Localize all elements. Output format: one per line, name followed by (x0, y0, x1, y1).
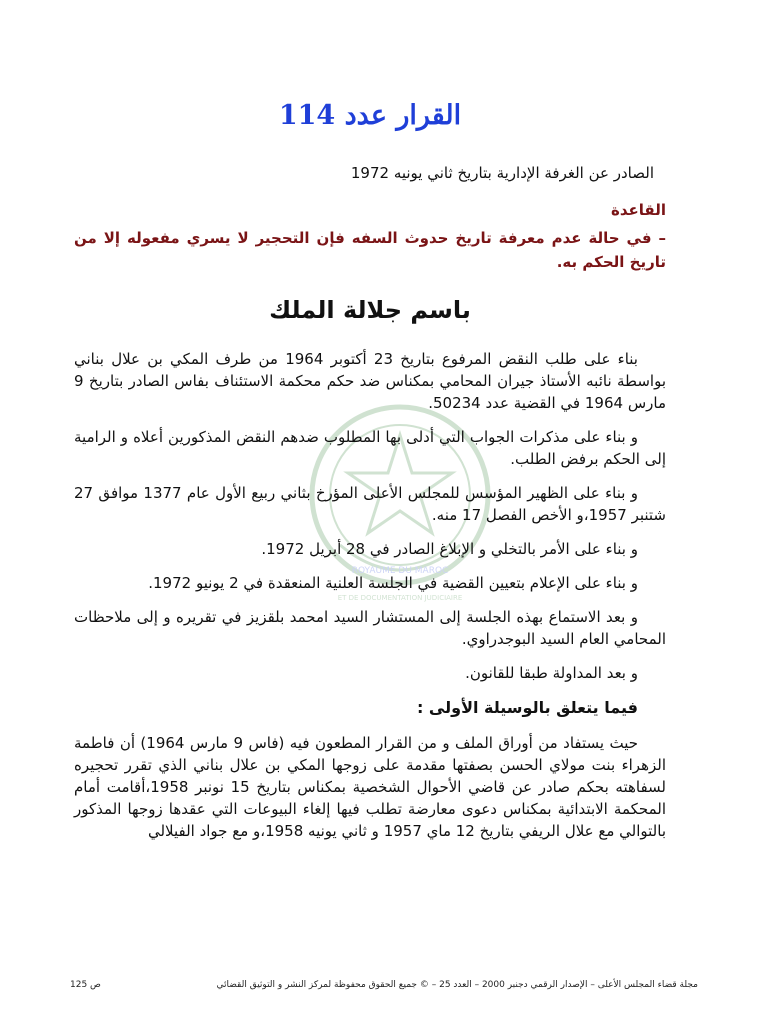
page-footer (70, 978, 698, 992)
royal-invocation: باسم جلالة الملك (269, 296, 471, 324)
watermark-text-1: ROYAUME DU MAROC (351, 566, 449, 576)
document-body (74, 96, 666, 854)
watermark-text-2: ET DE DOCUMENTATION JUDICIAIRE (337, 594, 463, 602)
paragraph: و بناء على الظهير المؤسس للمجلس الأعلى المؤرخ بثاني ربيع الأول عام 1377 موافق 27 شتنبر 1957،و الأخص الفصل 17 منه. (74, 484, 666, 524)
paragraph: و بعد المداولة طبقا للقانون. (465, 664, 638, 682)
paragraph: و بعد الاستماع بهذه الجلسة إلى المستشار السيد امحمد بلقزيز في تقريره و إلى ملاحظات المحامي العام السيد البوجدراوي. (74, 608, 666, 648)
paragraph: بناء على طلب النقض المرفوع بتاريخ 23 أكتوبر 1964 من طرف المكي بن علال بناني بواسطة نائبه الأستاذ جيران المحامي بمكناس ضد حكم محكمة الاستئناف بفاس الصادر بتاريخ 9 مارس 1964 في القضية عدد 50234. (74, 350, 666, 412)
page-number: ص 125 (70, 980, 101, 990)
rule-text: – في حالة عدم معرفة تاريخ حدوث السفه فإن التحجير لا يسري مفعوله إلا من تاريخ الحكم به. (74, 229, 666, 271)
decision-subtitle: الصادر عن الغرفة الإدارية بتاريخ ثاني يونيه 1972 (350, 164, 654, 182)
section-heading: فيما يتعلق بالوسيلة الأولى : (416, 698, 638, 717)
decision-title: القرار عدد 114 (278, 100, 462, 131)
paragraph: و بناء على مذكرات الجواب التي أدلى بها المطلوب ضدهم النقض المذكورين أعلاه و الرامية إلى الحكم برفض الطلب. (74, 428, 666, 468)
paragraph: و بناء على الإعلام بتعيين القضية في الجلسة العلنية المنعقدة في 2 يونيو 1972. (148, 574, 638, 592)
section-paragraph: حيث يستفاد من أوراق الملف و من القرار المطعون فيه (فاس 9 مارس 1964) أن فاطمة الزهراء بنت مولاي الحسن بصفتها مقدمة على زوجها المكي بن علال بناني الذي تقرر تحجيره لسفاهته بحكم صادر عن قاضي الأحوال الشخصية بمكناس بتاريخ 15 نونبر 1958،أقامت أمام المحكمة الابتدائية بمكناس دعوى معارضة تطلب فيها إلغاء البيوعات التي عقدها زوجها المذكور بالتوالي مع علال الريفي بتاريخ 12 ماي 1957 و ثاني يونيه 1958،و مع جواد الفيلالي (74, 734, 667, 840)
rule-heading: القاعدة (611, 201, 666, 219)
paragraph: و بناء على الأمر بالتخلي و الإبلاغ الصادر في 28 أبريل 1972. (261, 540, 638, 558)
footer-text: مجلة قضاء المجلس الأعلى – الإصدار الرقمي دجنبر 2000 – العدد 25 – © جميع الحقوق محفوظة لمركز النشر و التوثيق القضائي (216, 980, 698, 990)
